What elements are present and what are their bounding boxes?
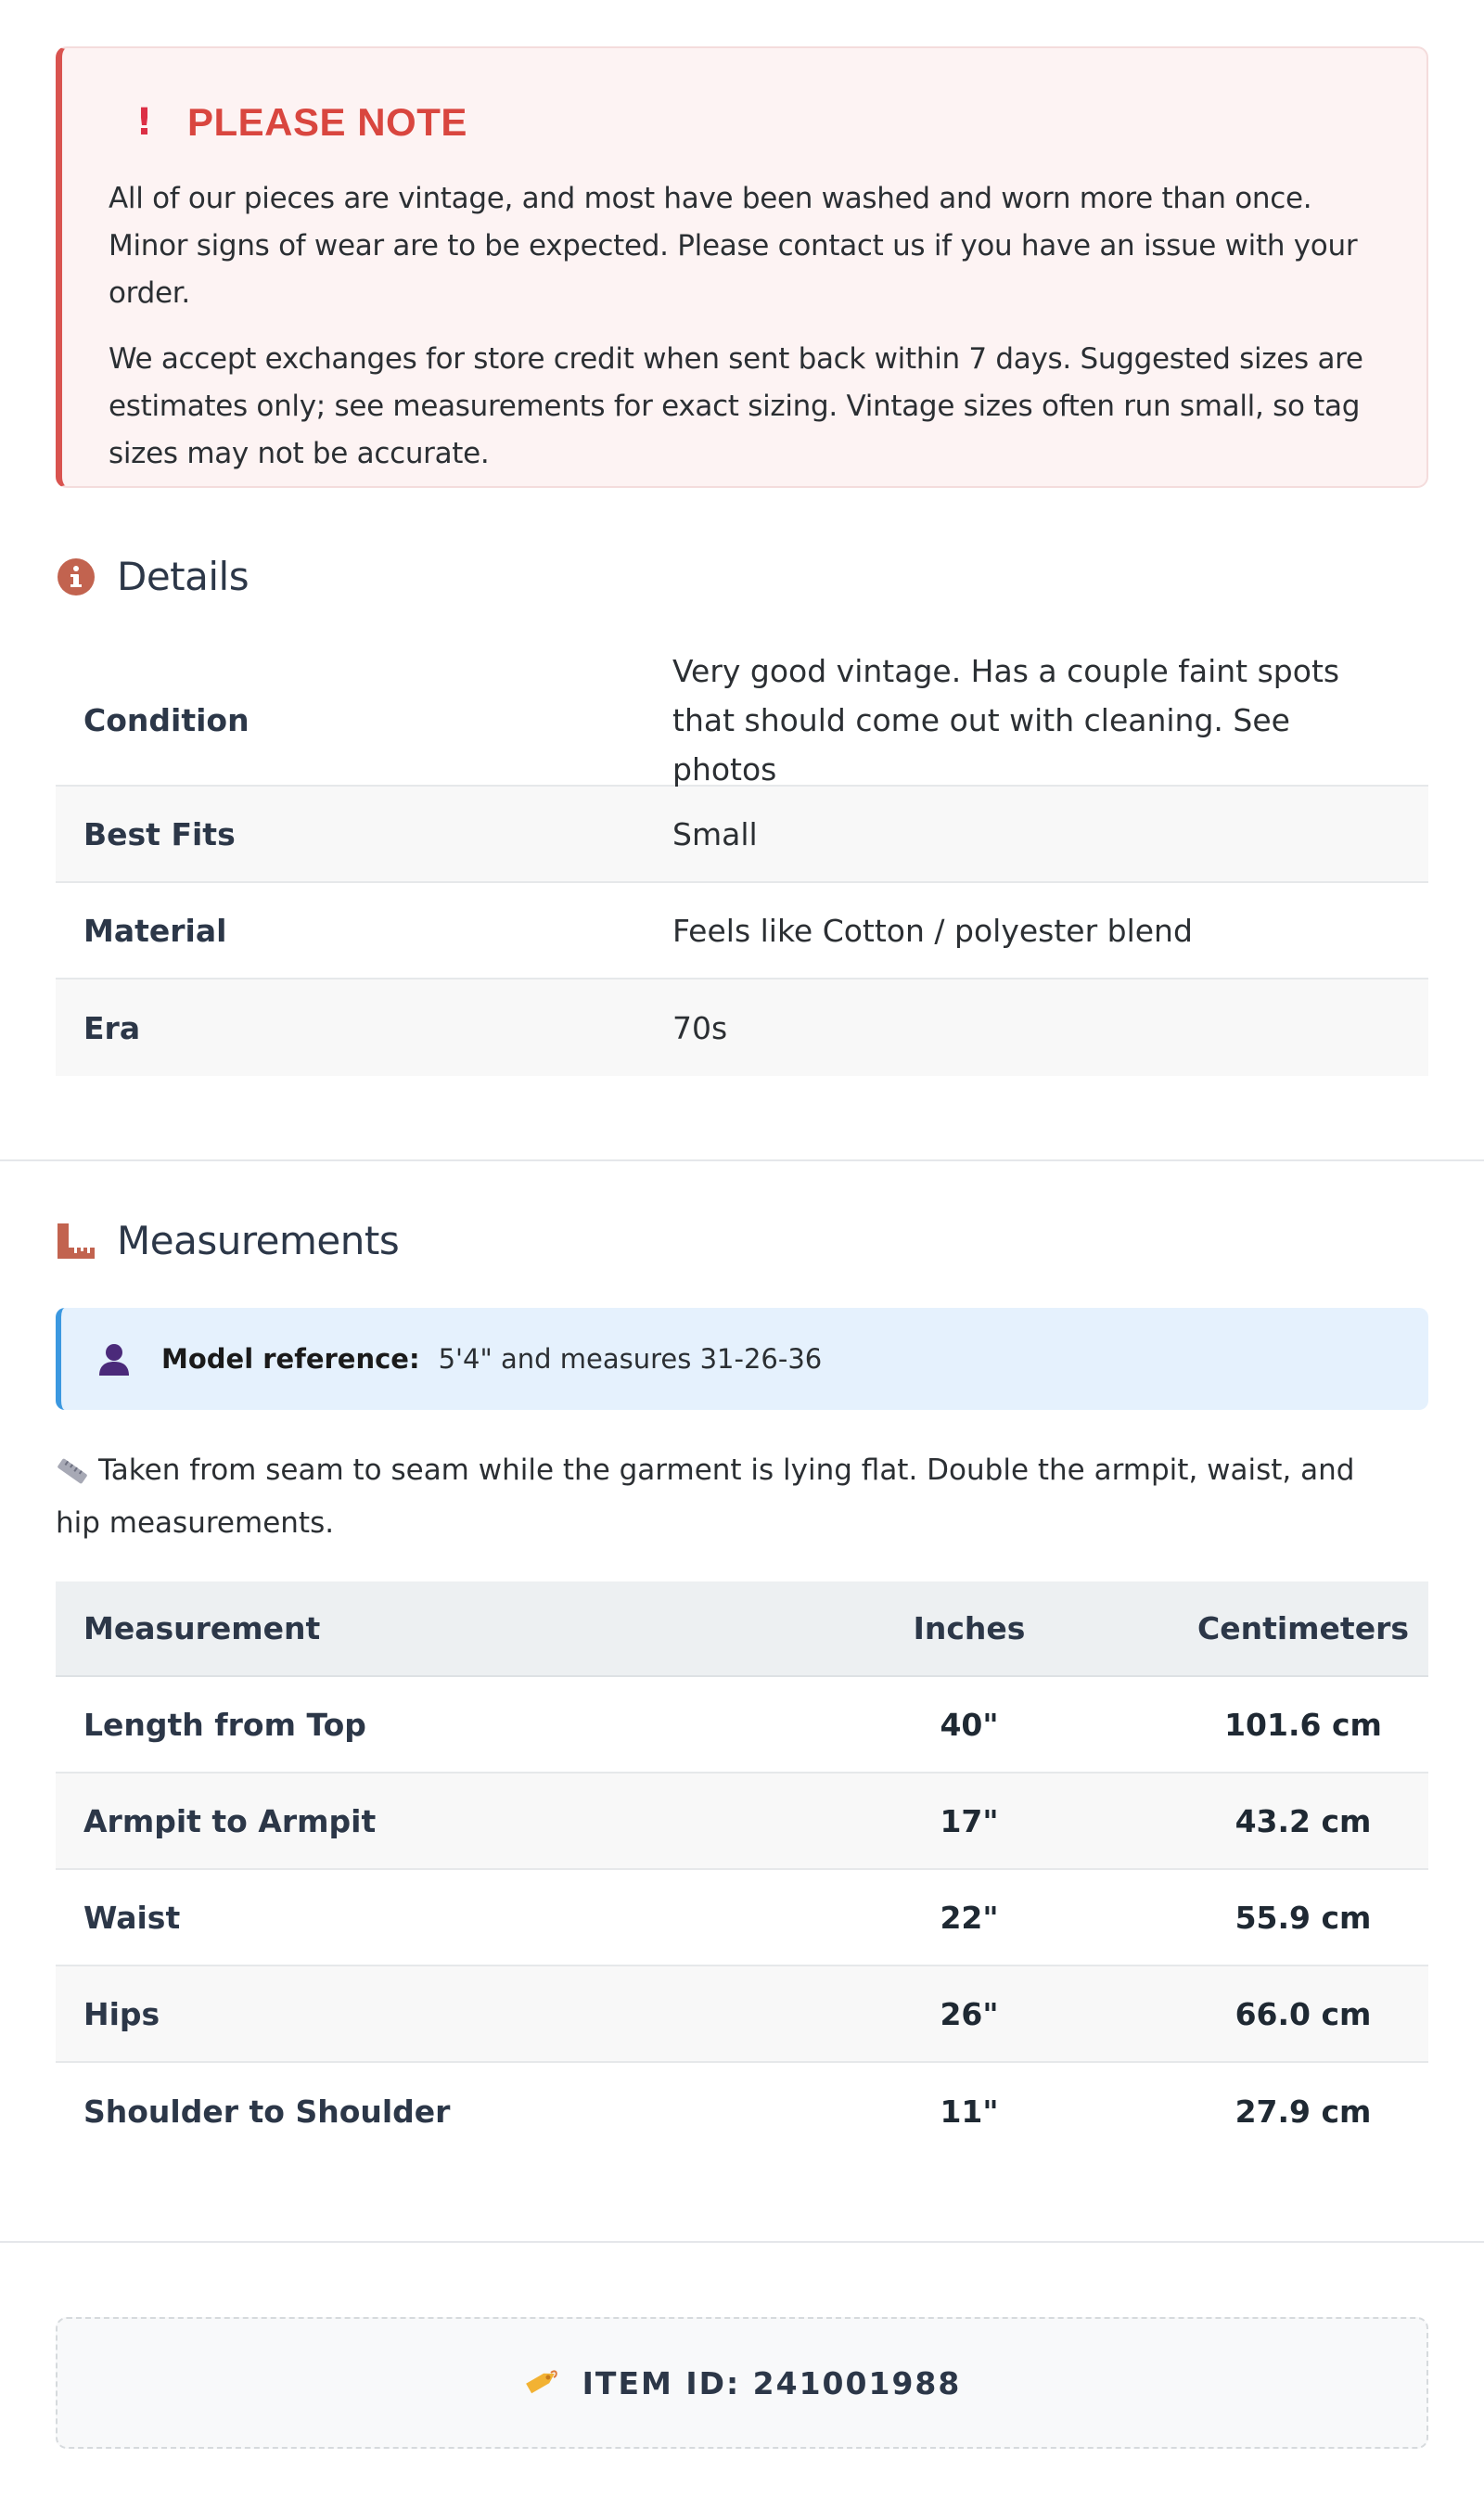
person-silhouette-icon [96,1341,132,1377]
table-header [56,1581,1428,1677]
details-title: Details [117,554,249,599]
measurement-inches: 26" [940,1995,999,2032]
detail-label: Condition [83,701,249,738]
table-row [56,883,1428,980]
measurement-inches: 11" [940,2093,999,2130]
detail-label: Best Fits [83,815,236,852]
note-title: PLEASE NOTE [187,100,467,144]
tag-icon [523,2364,560,2401]
item-id-box [56,2317,1428,2449]
measurements-table [56,1581,1428,2159]
measurement-cm: 55.9 cm [1235,1899,1372,1936]
measurement-inches: 40" [940,1706,999,1743]
exclamation-icon: ! [135,101,153,144]
measurement-inches: 17" [940,1802,999,1839]
detail-value: Very good vintage. Has a couple faint spots that should come out with cleaning. See photos [672,652,1340,788]
table-row [56,980,1428,1076]
note-header [109,99,1380,146]
measurement-name: Armpit to Armpit [83,1802,377,1839]
measurement-cm: 101.6 cm [1224,1706,1382,1743]
measurement-cm: 27.9 cm [1235,2093,1372,2130]
measurements-header [56,1218,399,1263]
ruler-icon [56,1453,89,1500]
note-paragraph: All of our pieces are vintage, and most have been washed and worn more than once. Minor signs of wear are to be expected. Please contact us if you have an issue with your order. [109,182,1358,310]
model-reference [56,1308,1428,1410]
table-row [56,1966,1428,2063]
header-centimeters: Centimeters [1196,1610,1410,1646]
detail-value: Small [672,815,758,852]
measurement-name: Hips [83,1995,160,2032]
table-row [56,2063,1428,2159]
detail-label: Material [83,912,227,949]
note-paragraph: We accept exchanges for store credit when sent back within 7 days. Suggested sizes are estimates only; see measurements for exact sizing. Vintage sizes often run small, so tag sizes may not be accurate. [109,342,1363,470]
table-row [56,1677,1428,1774]
info-circle-icon [56,557,96,597]
measurement-note-text: Taken from seam to seam while the garment is lying flat. Double the armpit, waist, and hip measurements. [56,1453,1355,1540]
measurement-name: Length from Top [83,1706,366,1743]
measurement-note [56,1447,1391,1547]
divider [0,2241,1484,2243]
table-row [56,1774,1428,1870]
details-header [56,554,249,599]
details-table [56,652,1428,1076]
model-value: 5'4" and measures 31-26-36 [438,1343,823,1375]
detail-value: Feels like Cotton / polyester blend [672,912,1193,949]
header-inches: Inches [913,1610,1026,1646]
model-label: Model reference: [161,1343,420,1375]
please-note-box [56,46,1428,488]
measurement-inches: 22" [940,1899,999,1936]
table-row [56,787,1428,883]
measurements-title: Measurements [117,1218,400,1263]
detail-value: 70s [672,1009,728,1046]
item-id-label: ITEM ID: 241001988 [582,2364,962,2401]
table-row [56,1870,1428,1966]
measurement-cm: 66.0 cm [1235,1995,1372,2032]
detail-label: Era [83,1009,141,1046]
measurement-cm: 43.2 cm [1235,1802,1372,1839]
table-row [56,652,1428,788]
measurement-name: Waist [83,1899,181,1936]
ruler-combined-icon [56,1221,96,1261]
header-measurement: Measurement [83,1610,321,1646]
divider [0,1159,1484,1161]
measurement-name: Shoulder to Shoulder [83,2093,451,2130]
